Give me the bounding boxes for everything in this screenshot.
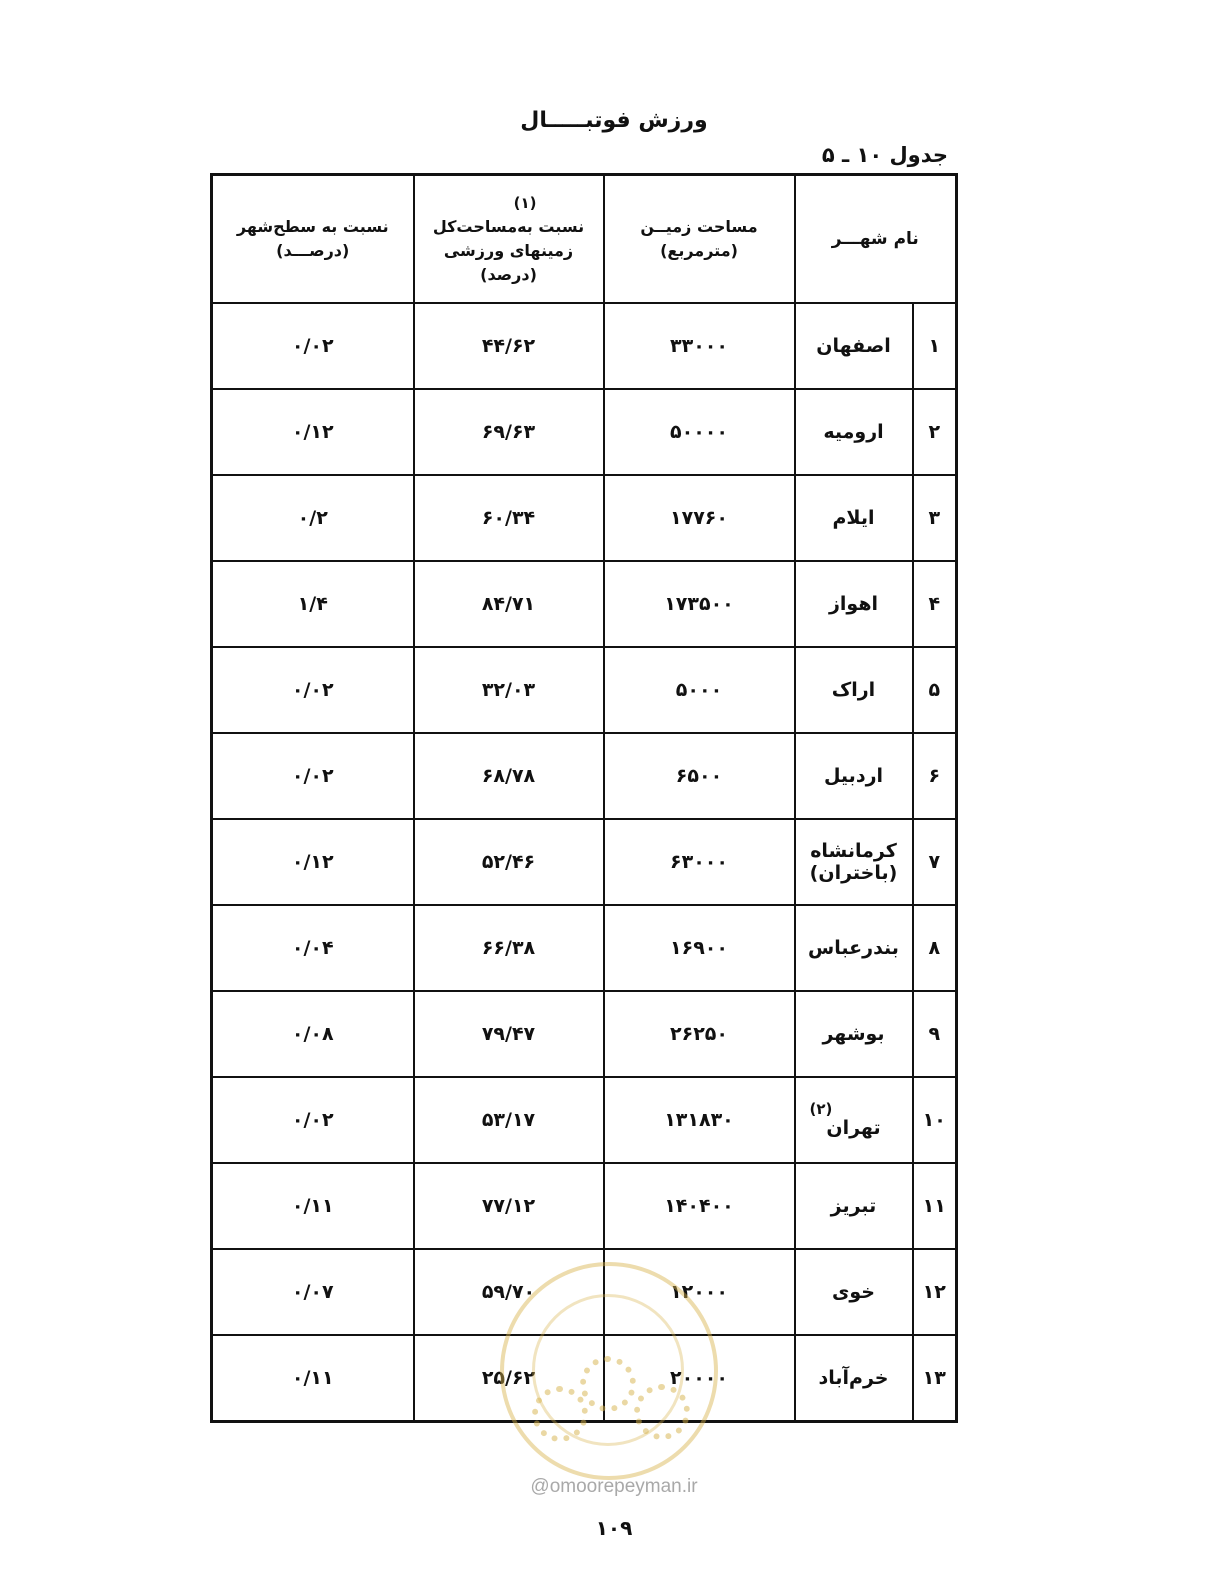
ratio-sport-value-text: ۷۷/۱۲	[481, 1195, 536, 1217]
area-value-text: ۶۳۰۰۰	[670, 851, 728, 873]
area-value-text: ۱۴۰۴۰۰	[664, 1195, 734, 1217]
ratio-city-value-text: ۰/۱۱	[291, 1367, 334, 1389]
ratio-sport-value	[414, 303, 604, 389]
row-number-text: ۲	[928, 421, 941, 443]
table-row	[212, 303, 957, 389]
ratio-sport-value	[414, 1077, 604, 1163]
ratio-sport-value-text: ۶۰/۳۴	[481, 507, 536, 529]
ratio-sport-value-text: ۸۴/۷۱	[481, 593, 536, 615]
ratio-sport-value	[414, 733, 604, 819]
row-number-text: ۱	[928, 335, 941, 357]
city-name-text: اصفهان	[816, 335, 891, 357]
ratio-city-value	[212, 733, 414, 819]
table-row	[212, 647, 957, 733]
area-value-text: ۱۲۰۰۰	[670, 1281, 728, 1303]
ratio-city-value-text: ۰/۰۴	[291, 937, 334, 959]
football-table	[210, 173, 958, 1423]
ratio-city-value	[212, 475, 414, 561]
ratio-city-value	[212, 819, 414, 905]
area-value	[604, 475, 795, 561]
table-row	[212, 1163, 957, 1249]
row-number	[913, 561, 957, 647]
area-value	[604, 561, 795, 647]
ratio-sport-value-text: ۷۹/۴۷	[481, 1023, 536, 1045]
area-value	[604, 1249, 795, 1335]
ratio-city-value	[212, 561, 414, 647]
ratio-sport-value	[414, 647, 604, 733]
table-row	[212, 819, 957, 905]
header-ratio-sport-label: نسبت به‌مساحت‌کل زمینهای ورزشی	[432, 217, 585, 260]
row-number	[913, 1077, 957, 1163]
row-number	[913, 905, 957, 991]
city-name	[795, 303, 913, 389]
ratio-city-value-text: ۰/۰۲	[291, 1109, 334, 1131]
table-row	[212, 991, 957, 1077]
row-number-text: ۱۳	[922, 1367, 946, 1389]
ratio-city-value-text: ۰/۱۲	[291, 851, 334, 873]
city-name-text: تبریز	[830, 1195, 877, 1217]
city-name-text: خوی	[831, 1281, 876, 1303]
header-city-label: نام شهـــر	[831, 229, 919, 249]
header-city	[795, 175, 957, 304]
header-ratio-city	[212, 175, 414, 304]
ratio-city-value	[212, 303, 414, 389]
ratio-sport-value	[414, 475, 604, 561]
city-name-text: اردبیل	[823, 765, 884, 787]
ratio-city-value-text: ۰/۰۸	[291, 1023, 334, 1045]
ratio-sport-value	[414, 1335, 604, 1422]
table-caption: جدول ۱۰ ـ ۵	[821, 143, 948, 167]
city-name	[795, 1249, 913, 1335]
ratio-sport-value-text: ۶۸/۷۸	[481, 765, 536, 787]
ratio-city-value	[212, 1249, 414, 1335]
area-value	[604, 819, 795, 905]
header-row	[212, 175, 957, 304]
city-name	[795, 1163, 913, 1249]
table-row	[212, 475, 957, 561]
ratio-sport-value-text: ۴۴/۶۲	[481, 335, 536, 357]
row-number-text: ۵	[928, 679, 941, 701]
area-value	[604, 1077, 795, 1163]
area-value	[604, 303, 795, 389]
area-value-text: ۱۶۹۰۰	[670, 937, 728, 959]
ratio-city-value-text: ۱/۴	[297, 593, 328, 615]
city-name	[795, 991, 913, 1077]
table-row	[212, 1249, 957, 1335]
row-number-text: ۱۲	[922, 1281, 946, 1303]
area-value	[604, 1335, 795, 1422]
row-number-text: ۱۰	[922, 1109, 946, 1131]
row-number-text: ۸	[928, 937, 941, 959]
row-number	[913, 733, 957, 819]
row-number-text: ۱۱	[922, 1195, 946, 1217]
ratio-sport-value-text: ۵۹/۷۰	[481, 1281, 536, 1303]
site-url: @omoorepeyman.ir	[530, 1476, 698, 1497]
ratio-city-value	[212, 1335, 414, 1422]
area-value-text: ۱۷۳۵۰۰	[664, 593, 734, 615]
area-value	[604, 389, 795, 475]
ratio-city-value	[212, 647, 414, 733]
city-name	[795, 561, 913, 647]
table-body	[212, 303, 957, 1422]
area-value-text: ۵۰۰۰	[675, 679, 723, 701]
ratio-sport-value	[414, 561, 604, 647]
ratio-city-value-text: ۰/۱۲	[291, 421, 334, 443]
page-number: ۱۰۹	[595, 1516, 633, 1540]
row-number-text: ۶	[928, 765, 941, 787]
ratio-city-value-text: ۰/۰۲	[291, 335, 334, 357]
row-number	[913, 303, 957, 389]
area-value-text: ۵۰۰۰۰	[670, 421, 728, 443]
header-ratio-sport	[414, 175, 604, 304]
city-name-text: بوشهر	[822, 1023, 885, 1045]
city-name	[795, 647, 913, 733]
area-value	[604, 991, 795, 1077]
row-number-text: ۴	[928, 593, 941, 615]
table-row	[212, 905, 957, 991]
ratio-sport-value-text: ۶۶/۳۸	[481, 937, 536, 959]
header-ratio-city-label: نسبت به سطح‌شهر	[236, 217, 389, 236]
header-ratio-sport-unit: (درصد)	[480, 265, 537, 284]
ratio-city-value-text: ۰/۰۷	[291, 1281, 334, 1303]
ratio-city-value-text: ۰/۲	[297, 507, 328, 529]
ratio-sport-value-text: ۲۵/۶۲	[481, 1367, 536, 1389]
area-value-text: ۱۳۱۸۳۰	[664, 1109, 734, 1131]
ratio-city-value-text: ۰/۰۲	[291, 679, 334, 701]
row-number	[913, 1335, 957, 1422]
city-name-text: بندرعباس	[808, 937, 899, 959]
city-name-text: تهران	[826, 1117, 881, 1139]
ratio-city-value	[212, 1077, 414, 1163]
area-value-text: ۳۳۰۰۰	[670, 335, 728, 357]
area-value-text: ۲۰۰۰۰	[670, 1367, 728, 1389]
header-ratio-city-unit: (درصـــد)	[276, 241, 350, 260]
area-value-text: ۶۵۰۰	[675, 765, 723, 787]
footnote-ref-2: (۲)	[809, 1100, 833, 1118]
header-area-unit: (مترمربع)	[660, 241, 738, 260]
city-name	[795, 905, 913, 991]
ratio-sport-value-text: ۵۲/۴۶	[481, 851, 536, 873]
city-name	[795, 733, 913, 819]
ratio-sport-value	[414, 905, 604, 991]
city-name	[795, 1077, 913, 1163]
footnote-ref-1: (۱)	[513, 194, 537, 212]
table-row	[212, 389, 957, 475]
city-name-text: اراک	[831, 679, 876, 701]
ratio-city-value-text: ۰/۱۱	[291, 1195, 334, 1217]
ratio-city-value	[212, 991, 414, 1077]
ratio-sport-value	[414, 1163, 604, 1249]
ratio-sport-value-text: ۶۹/۶۳	[481, 421, 536, 443]
area-value	[604, 1163, 795, 1249]
area-value	[604, 905, 795, 991]
ratio-sport-value	[414, 991, 604, 1077]
city-name-text: اهواز	[828, 593, 879, 615]
ratio-sport-value-text: ۳۲/۰۳	[481, 679, 536, 701]
header-area	[604, 175, 795, 304]
ratio-city-value-text: ۰/۰۲	[291, 765, 334, 787]
city-name-text: کرمانشاه (باختران)	[809, 840, 898, 884]
row-number-text: ۷	[928, 851, 941, 873]
area-value	[604, 733, 795, 819]
row-number	[913, 819, 957, 905]
row-number-text: ۹	[928, 1023, 941, 1045]
ratio-sport-value-text: ۵۳/۱۷	[481, 1109, 536, 1131]
ratio-sport-value	[414, 389, 604, 475]
row-number	[913, 1163, 957, 1249]
ratio-sport-value	[414, 1249, 604, 1335]
ratio-city-value	[212, 1163, 414, 1249]
table-row	[212, 733, 957, 819]
area-value-text: ۲۶۲۵۰	[670, 1023, 728, 1045]
row-number	[913, 1249, 957, 1335]
city-name	[795, 819, 913, 905]
city-name-text: ارومیه	[823, 421, 884, 443]
row-number	[913, 647, 957, 733]
table-row	[212, 1077, 957, 1163]
area-value	[604, 647, 795, 733]
city-name	[795, 389, 913, 475]
row-number	[913, 389, 957, 475]
ratio-city-value	[212, 905, 414, 991]
city-name	[795, 475, 913, 561]
row-number-text: ۳	[928, 507, 941, 529]
city-name-text: خرم‌آباد	[818, 1367, 889, 1389]
city-name	[795, 1335, 913, 1422]
area-value-text: ۱۷۷۶۰	[670, 507, 728, 529]
page-title: ورزش فوتبـــــال	[520, 108, 708, 133]
ratio-city-value	[212, 389, 414, 475]
header-area-label: مساحت زمیــن	[640, 217, 758, 236]
row-number	[913, 475, 957, 561]
ratio-sport-value	[414, 819, 604, 905]
table-row	[212, 561, 957, 647]
city-name-text: ایلام	[832, 507, 875, 529]
row-number	[913, 991, 957, 1077]
table-row	[212, 1335, 957, 1422]
